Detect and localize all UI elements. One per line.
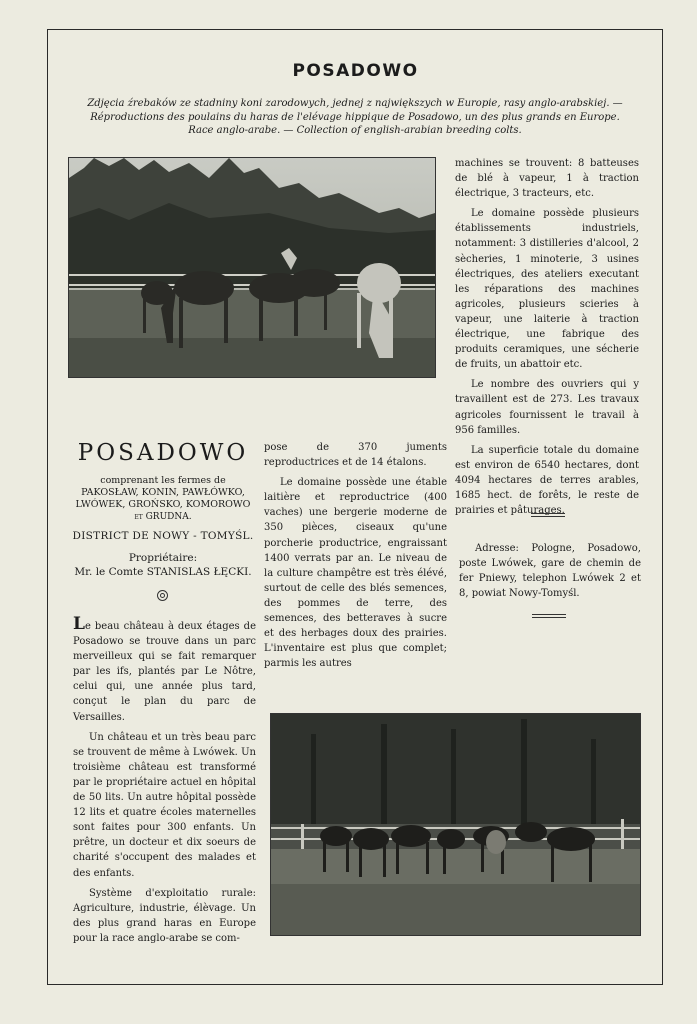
photo-caption xyxy=(60,97,650,138)
caption-line-french: Réproductions des poulains du haras de l'elévage hippique de Posadowo, un des plus grands en Europe. xyxy=(90,111,620,123)
caption-line-polish: Zdjęcia źrebaków ze stadniny koni zarodowych, jednej z największych w Europie, rasy anglo-arabskiej. — xyxy=(87,98,623,109)
paragraph-surface: La superficie totale du domaine est environ de 6540 hectares, dont 4094 hectares de terres arables, 1685 hect. de forêts, le reste de prairies et pâturages. xyxy=(455,444,639,517)
circle-ornament-icon xyxy=(157,590,168,601)
paragraph-chateau-text: e beau château à deux étages de Posadowo se trouve dans un parc merveilleux qui se fait remarquer par les ifs, plantés par Le Nôtre, celui qui, une année plus tard, conçut le plan du parc de Versailles. xyxy=(73,621,256,723)
address-text: Adresse: Pologne, Posadowo, poste Lwówek, gare de chemin de fer Pniewy, telephon Lwówek 2 et 8, powiat Nowy-Tomyśl. xyxy=(459,543,641,600)
farms-line-1: PAKOSŁAW, KONIN, PAWŁÓWKO, xyxy=(81,487,245,498)
paragraph-system: Système d'exploitatio rurale: Agriculture, industrie, élèvage. Un des plus grand haras en Europe pour la race anglo-arabe se com- xyxy=(73,887,256,944)
estate-name: POSADOWO xyxy=(77,440,249,466)
page-title: POSADOWO xyxy=(292,61,419,81)
estate-owner xyxy=(66,551,260,579)
dropcap-letter: L xyxy=(73,614,85,634)
address-block xyxy=(459,541,641,606)
paragraph-domain: Le domaine possède une étable laitière et reproductrice (400 vaches) une bergerie moderne de 350 pièces, ciseaux qu'une porcherie productrice, engraissant 1400 verrats par an. Le niveau de la culture champêtre est très élévé, surtout de celle des blés semences, des pommes de terre, des semences, des betteraves à sucre et des herbages doux des prairies. L'inventaire est plus que complet; parmis les autres xyxy=(264,477,447,670)
paragraph-industrial: Le domaine possède plusieurs établissements industriels, notamment: 3 distilleries d'alcool, 2 sècheries, 1 minoterie, 3 usines électriques, des ateliers executant les réparations des machines agricoles, plusieurs scieries à vapeur, une laiterie à traction électrique, une fabrique des produits ceramiques, une sécherie de fruits, un abattoir etc. xyxy=(455,208,639,371)
owner-label: Propriétaire: xyxy=(128,552,198,564)
photo-horses-herd xyxy=(270,713,641,936)
divider-rule-2 xyxy=(532,614,566,618)
paragraph-mares: pose de 370 juments reproductrices et de 14 étalons. xyxy=(264,442,447,469)
column-middle xyxy=(264,440,447,676)
paragraph-hospital: Un château et un très beau parc se trouvent de même à Lwówek. Un troisième château est transformé par le propriétaire actuel en hôpital de 50 lits. Un autre hôpital possède 12 lits et quatre écoles maternelles sont faites pour 300 enfants. Un prêtre, un docteur et dix soeurs de charité s'occupent des malades et des enfants. xyxy=(73,731,256,879)
paragraph-machines: machines se trouvent: 8 batteuses de blé à vapeur, 1 à traction électrique, 3 tracteurs, etc. xyxy=(455,158,639,200)
paragraph-chateau xyxy=(73,614,256,725)
photo-horses-grazing xyxy=(68,157,436,378)
column-left xyxy=(73,614,256,951)
caption-line-english: Race anglo-arabe. — Collection of english-arabian breeding colts. xyxy=(188,125,522,136)
estate-district: DISTRICT DE NOWY - TOMYŚL. xyxy=(72,530,254,542)
estate-farms xyxy=(66,475,260,523)
farms-line-2: LWÓWEK, GROŃSKO, KOMOROWO xyxy=(75,499,251,510)
divider-rule-1 xyxy=(531,513,565,517)
column-right xyxy=(455,156,639,523)
owner-name: Mr. le Comte STANISLAS ŁĘCKI. xyxy=(74,566,252,578)
farms-intro: comprenant les fermes de xyxy=(100,475,226,486)
paragraph-workers: Le nombre des ouvriers qui y travaillent est de 273. Les travaux agricoles fournissent le travail à 956 familles. xyxy=(455,379,639,436)
farms-line-3: et GRUDNA. xyxy=(134,512,192,522)
